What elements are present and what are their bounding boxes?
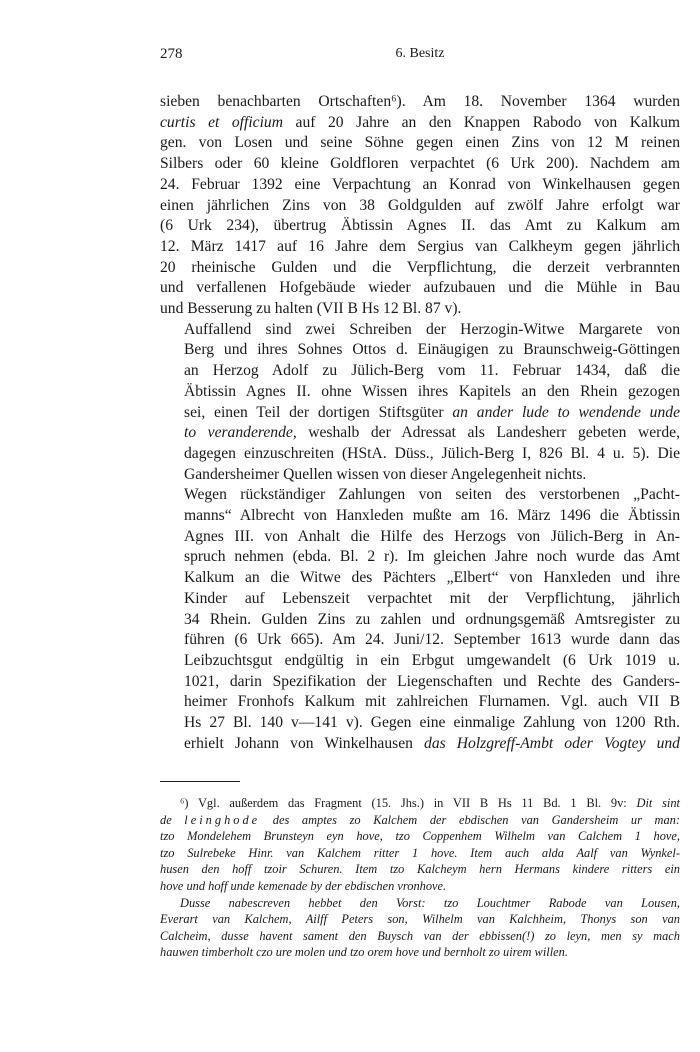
footnote-line: Everart van Kalchem, Ailff Peters son, Wilhelm van Kalchheim, Thonys son van (160, 912, 680, 927)
text-line: dagegen einzuschreiten (HStA. Düss., Jülich-Berg I, 826 Bl. 4 u. 5). Die (184, 444, 680, 462)
paragraph (160, 485, 680, 754)
text-line: Hs 27 Bl. 140 v—141 v). Gegen eine einmalige Zahlung von 1200 Rth. (184, 714, 680, 732)
text-line: curtis et officium auf 20 Jahre an den Knappen Rabodo von Kalkum (160, 113, 680, 131)
text-line: Kinder auf Lebenszeit verpachtet mit der Verpflichtung, jährlich (184, 589, 680, 607)
text-line: to veranderende, weshalb der Adressat als Landesherr gebeten werde, (184, 424, 680, 442)
paragraph (160, 92, 680, 320)
footnote-line: tzo Mondelehem Brunsteyn eyn hove, tzo Coppenhem Wilhelm van Calchem 1 hove, (160, 829, 680, 844)
footnote-line: Dusse nabescreven hebbet den Vorst: tzo Louchtmer Rabode van Lousen, (180, 895, 680, 910)
text-line: erhielt Johann von Winkelhausen das Holzgreff-Ambt oder Vogtey und (184, 734, 680, 752)
text-line: 24. Februar 1392 eine Verpachtung an Konrad von Winkelhausen gegen (160, 175, 680, 193)
text-line: führen (6 Urk 665). Am 24. Juni/12. September 1613 wurde dann das (184, 631, 680, 649)
running-head: 6. Besitz (395, 46, 445, 61)
text-line: Berg und ihres Sohnes Ottos d. Einäugigen zu Braunschweig-Göttingen (184, 341, 680, 359)
footnote-line: hove und hoff unde kemenade by der ebdischen vronhove. (160, 878, 447, 893)
text-line: Wegen rückständiger Zahlungen von seiten des verstorbenen „Pacht- (184, 486, 680, 504)
text-line: und verfallenen Hofgebäude wieder aufzubauen und die Mühle in Bau (160, 279, 680, 297)
page-header (160, 46, 680, 68)
page-number: 278 (160, 46, 183, 62)
text-line: gen. von Losen und seine Söhne gegen einen Zins von 12 M reinen (160, 134, 680, 152)
footnote-line: Calcheim, dusse havent sament den Buysch van der ebbissen(!) zo leyn, men sy mach (160, 928, 680, 943)
text-line: spruch nehmen (ebda. Bl. 2 r). Im gleichen Jahre noch wurde das Amt (184, 548, 680, 566)
text-line: manns“ Albrecht von Hanxleden mußte am 16. März 1496 die Äbtissin (184, 507, 680, 525)
text-line: Äbtissin Agnes II. ohne Wissen ihres Kapitels an den Rhein gezogen (184, 382, 680, 400)
text-line: sei, einen Teil der dortigen Stiftsgüter an ander lude to wendende unde (184, 403, 680, 421)
quoted-phrase: an ander lude to wendende unde (452, 403, 680, 421)
footnote (160, 795, 680, 812)
text-line: an Herzog Adolf zu Jülich-Berg vom 11. Februar 1434, daß die (184, 362, 680, 380)
footnote-line: husen den hoff tzoir Schuren. Item tzo Kalcheym hern Hermans kindere ritters ein (160, 862, 680, 877)
text-line: (6 Urk 234), übertrug Äbtissin Agnes II. das Amt zu Kalkum am (160, 217, 680, 235)
footnote-line: hauwen timberholt czo ure molen und tzo orem hove und bernholt zo uirem willen. (160, 945, 568, 960)
quoted-phrase: das Holzgreff-Ambt oder Vogtey und (424, 734, 680, 752)
footnote-line: ⁶) Vgl. außerdem das Fragment (15. Jhs.) in VII B Hs 11 Bd. 1 Bl. 9v: Dit sint (180, 796, 680, 810)
text-line: und Besserung zu halten (VII B Hs 12 Bl. 87 v). (160, 300, 462, 318)
paragraph (160, 320, 680, 486)
text-line: sieben benachbarten Ortschaften⁶). Am 18. November 1364 wurden (160, 93, 680, 110)
latin-term-curtis: curtis et officium (160, 113, 283, 131)
footnote-paragraph (160, 895, 680, 961)
text-line: Agnes III. von Anhalt die Hilfe des Herzogs von Jülich-Berg in An- (184, 527, 680, 545)
footnote-line: tzo Sulrebeke Hinr. van Kalchem ritter 1 hove. Item auch alda Aalf van Wynkel- (160, 845, 680, 860)
text-line: Auffallend sind zwei Schreiben der Herzogin-Witwe Margarete von (184, 320, 680, 338)
text-line: Kalkum an die Witwe des Pächters „Elbert“ von Hanxleden und ihre (184, 569, 680, 587)
text-line: 1021, darin Spezifikation der Liegenschaften und Rechte des Ganders- (184, 672, 680, 690)
footnote-line: de leinghode des amptes zo Kalchem der ebdischen van Gandersheim ur man: (160, 812, 680, 827)
text-line: 34 Rhein. Gulden Zins zu zahlen und ordnungsgemäß Amtsregister zu (184, 610, 680, 628)
footnote-rule (160, 781, 240, 782)
footnotes (160, 795, 680, 961)
main-text (160, 92, 680, 755)
text-line: heimer Fronhofs Kalkum mit zahlreichen Flurnamen. Vgl. auch VII B (184, 693, 680, 711)
text-line: Leibzuchtsgut endgültig in ein Erbgut umgewandelt (6 Urk 1019 u. (184, 651, 680, 669)
text-line: 12. März 1417 auf 16 Jahre dem Sergius van Calkheym gegen jährlich (160, 237, 680, 255)
text-line: Silbers oder 60 kleine Goldfloren verpachtet (6 Urk 200). Nachdem am (160, 155, 680, 173)
text-line: 20 rheinische Gulden und die Verpflichtung, die derzeit verbrannten (160, 258, 680, 276)
footnote-continuation (160, 812, 680, 895)
text-line: Gandersheimer Quellen wissen von dieser Angelegenheit nichts. (184, 465, 587, 483)
text-line: einen jährlichen Zins von 38 Goldgulden auf zwölf Jahre erfolgt war (160, 196, 680, 214)
quoted-phrase: to veranderende (184, 424, 293, 442)
